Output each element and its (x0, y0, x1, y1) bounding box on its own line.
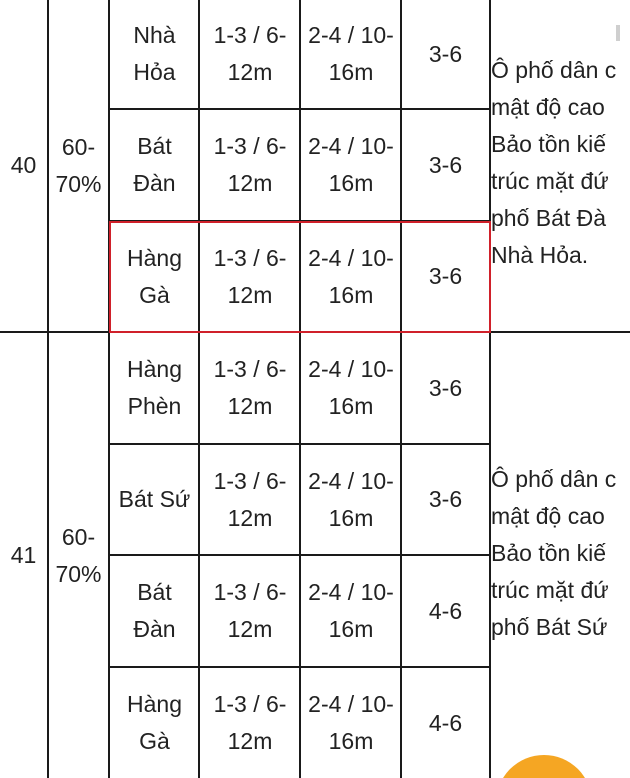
grid-line (108, 220, 491, 222)
grid-line (47, 0, 49, 778)
zone-note-line: Bảo tồn kiế (491, 540, 607, 566)
floors-height-alt-cell: 2-4 / 10- 16m (308, 356, 394, 419)
grid-line (0, 331, 630, 333)
grid-line (108, 554, 491, 556)
density-ratio-cell: 60- 70% (55, 523, 102, 587)
grid-line (108, 666, 491, 668)
range-cell: 4-6 (428, 597, 463, 624)
zone-note (491, 52, 630, 274)
grid-line (108, 0, 110, 778)
floors-height-cell: 1-3 / 6- 12m (213, 467, 287, 531)
zone-note-line: Ô phố dân c (491, 466, 617, 492)
grid-line (400, 0, 402, 778)
floors-height-cell: 1-3 / 6- 12m (213, 356, 287, 419)
zone-note-line: trúc mặt đứ (491, 577, 609, 603)
floors-height-alt-cell: 2-4 / 10- 16m (308, 22, 394, 85)
range-cell: 4-6 (428, 709, 463, 736)
floors-height-cell: 1-3 / 6- 12m (213, 691, 287, 754)
grid-line (108, 108, 491, 110)
zone-note (491, 461, 630, 646)
street-name-cell: Hàng Phèn (127, 356, 182, 419)
zone-note-line: phố Bát Đà (491, 205, 607, 231)
street-name-cell: Bát Đàn (133, 133, 176, 196)
floating-action-button[interactable] (496, 755, 592, 778)
range-cell: 3-6 (428, 486, 463, 512)
floors-height-alt-cell: 2-4 / 10- 16m (308, 691, 394, 754)
zone-note-line: phố Bát Sứ (491, 614, 608, 640)
zone-id-cell: 40 (10, 152, 37, 178)
density-ratio-cell: 60- 70% (55, 133, 102, 197)
floors-height-alt-cell: 2-4 / 10- 16m (308, 133, 394, 196)
floors-height-cell: 1-3 / 6- 12m (213, 579, 287, 642)
street-name-cell: Bát Đàn (133, 579, 176, 642)
zone-note-line: Bảo tồn kiế (491, 131, 607, 157)
grid-line (489, 0, 491, 778)
floors-height-alt-cell: 2-4 / 10- 16m (308, 467, 394, 531)
zone-id-cell: 41 (10, 542, 37, 568)
street-name-cell: Nhà Hỏa (133, 22, 176, 85)
floors-height-cell: 1-3 / 6- 12m (213, 244, 287, 308)
range-cell: 3-6 (428, 374, 463, 401)
grid-line (198, 0, 200, 778)
floors-height-cell: 1-3 / 6- 12m (213, 133, 287, 196)
floors-height-alt-cell: 2-4 / 10- 16m (308, 244, 394, 308)
street-name-cell: Bát Sứ (118, 486, 191, 512)
street-name-cell: Hàng Gà (127, 244, 182, 308)
zone-note-line: mật độ cao (491, 94, 605, 120)
floors-height-cell: 1-3 / 6- 12m (213, 22, 287, 85)
zone-note-line: Nhà Hỏa. (491, 242, 589, 268)
range-cell: 3-6 (428, 263, 463, 289)
floors-height-alt-cell: 2-4 / 10- 16m (308, 579, 394, 642)
grid-line (299, 0, 301, 778)
grid-line (108, 443, 491, 445)
range-cell: 3-6 (428, 40, 463, 67)
zone-note-line: mật độ cao (491, 503, 605, 529)
zone-note-line: trúc mặt đứ (491, 168, 609, 194)
scroll-edge-indicator (616, 25, 620, 41)
range-cell: 3-6 (428, 151, 463, 178)
street-name-cell: Hàng Gà (127, 691, 182, 754)
zone-note-line: Ô phố dân c (491, 57, 617, 83)
